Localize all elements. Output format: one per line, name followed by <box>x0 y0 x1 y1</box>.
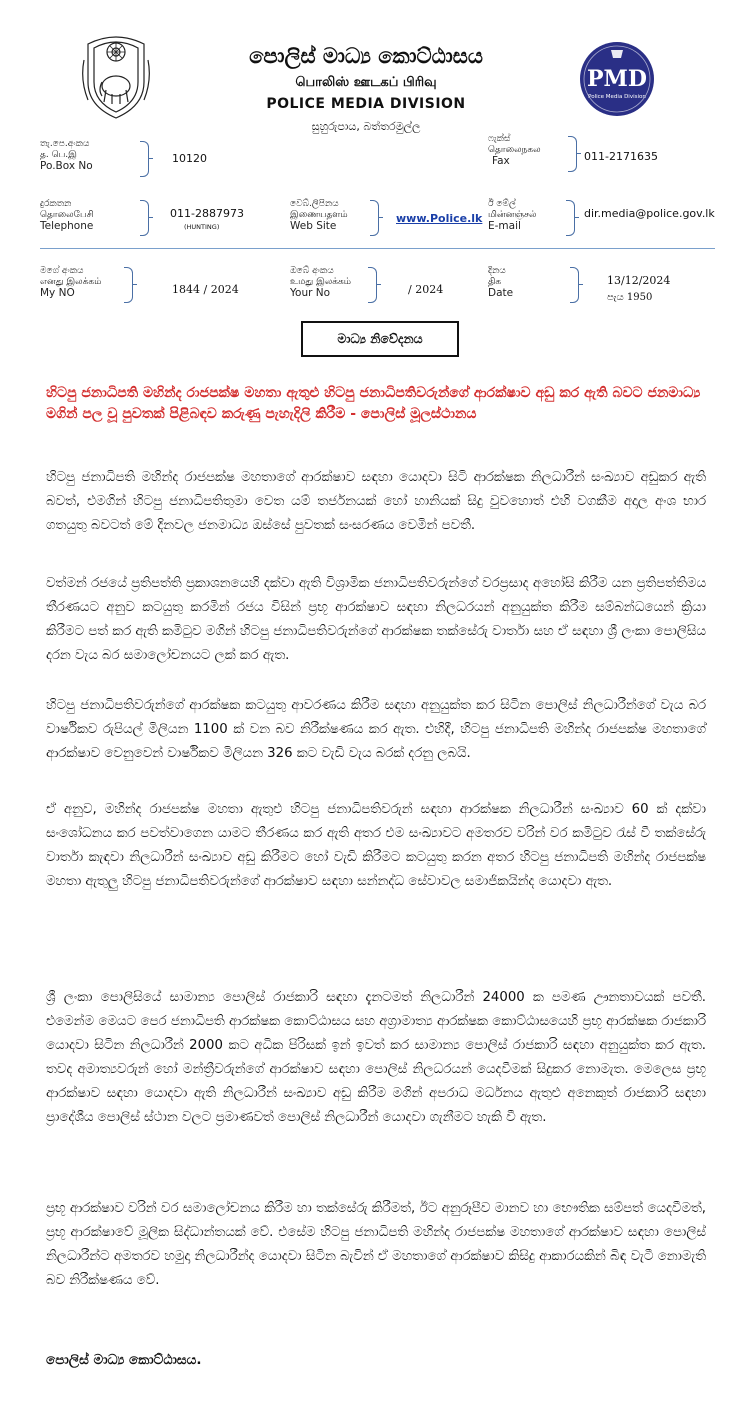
pobox-label: තැ.පෙ.අංකය த. பெ.இ Po.Box No <box>40 139 93 172</box>
paragraph: ප්‍රභූ ආරක්ෂාව වරින් වර සමාලෝචනය කිරීම හා තක්සේරු කිරීමත්, ඊට අනුරූපීව මානව හා භෞතික සම්පත් යෙදවීමත්, ප්‍රභූ ආරක්ෂාවේ මූලික සිද්ධාන්තයක් වේ. එසේම හිටපු ජනාධිපති මහින්ද රාජපක්ෂ මහතාගේ ආරක්ෂාව සඳහා පොලිස් නිලධාරීන්ට අමතරව හමුදා නිලධාරීන්ද යොදවා සිටින බැවින් ඒ මහතාගේ ආරක්ෂාව කිසිදු ආකාරයකින් බිඳ වැටී නොමැති බව නිරීක්ෂණය වේ. <box>46 1201 706 1288</box>
email-value[interactable]: dir.media@police.gov.lk <box>584 207 715 220</box>
my-no-value: 1844 / 2024 <box>172 283 239 296</box>
paragraph: ශ්‍රී ලංකා පොලිසියේ සාමාන්‍ය පොලිස් රාජකාරි සඳහා දැනටමත් නිලධාරීන් 24000 ක පමණ ඌනතාවයක් පවතී. එමෙන්ම මෙයට පෙර ජනාධිපති ආරක්ෂක කොට්ඨාසය සහ අග්‍රාමාත්‍ය ආරක්ෂක කොට්ඨාසයෙහි ප්‍රභූ ආරක්ෂක රාජකාරි යොදවා සිටින නිලධාරීන් 2000 කට අධික පිරිසක් ඉන් ඉවත් කර සාමාන්‍ය පොලිස් රාජකාරි සඳහා අනුයුක්ත කර ඇත. තවද අමාත්‍යවරුන් හෝ මන්ත්‍රීවරුන්ගේ ආරක්ෂාව සඳහා පොලිස් නිලධරයන් යෙදවීමක් සිදුකර නොමැත. මෙලෙස ප්‍රභූ ආරක්ෂාව සඳහා යොදවා ඇති නිලධාරීන් සංඛ්‍යාව අඩු කිරීම මගින් අපරාධ මර්ධනය ඇතුළු අනෙකුත් රාජකාරි සඳහා ප්‍රාදේශීය පොලිස් ස්ථාන වලට ප්‍රමාණවත් පොලිස් නිලධාරීන් යොදවා ගැනීමට හැකි වී ඇත. <box>46 990 706 1125</box>
paragraph: හිටපු ජනාධිපතිවරුන්ගේ ආරක්ෂක කටයුතු ආවරණය කිරීම සඳහා අනුයුක්ත කර සිටින පොලිස් නිලධාරීන්ගේ වැය බර වාර්ෂිකව රුපියල් මිලියන 1100 ක් වන බව නිරීක්ෂණය කර ඇත. එහිදී, හිටපු ජනාධිපති මහින්ද රාජපක්ෂ මහතාගේ ආරක්ෂාව වෙනුවෙන් වාර්ෂිකව මිලියන 326 කට වැඩි වැය බරක් දරනු ලබයි. <box>46 698 706 761</box>
headline: හිටපු ජනාධිපති මහින්ද රාජපක්ෂ මහතා ඇතුළු හිටපු ජනාධිපතිවරුන්ගේ ආරක්ෂාව අඩු කර ඇති බවට ජනමාධ්‍ය මගින් පල වූ පුවතක් පිළිබඳව කරුණු පැහැදිලි කිරීම - පොලිස් මූලස්ථානය <box>46 385 701 422</box>
paragraph: වත්මන් රජයේ ප්‍රතිපත්ති ප්‍රකාශනයෙහි දක්වා ඇති විශ්‍රාමික ජනාධිපතිවරුන්ගේ වරප්‍රසාද අහෝසි කිරීම යන ප්‍රතිපත්තිමය තීරණයට අනුව කටයුතු කරමින් රජය විසින් ප්‍රභූ ආරක්ෂාව සඳහා නිලධරයන් අනුයුක්ත කිරීම සම්බන්ධයෙන් ක්‍රියා කිරීමට පත් කර ඇති කමිටුව මගින් හිටපු ජනාධිපතිවරුන්ගේ ආරක්ෂක තක්සේරු වාර්තා සහ ඒ සඳහා ශ්‍රී ලංකා පොලිසිය දරන වැය බර සමාලෝචනයට ලක් කර ඇත. <box>46 576 706 663</box>
telephone-value: 011-2887973 <box>170 207 244 220</box>
header-address: සුහුරුපාය, බත්තරමුල්ල <box>311 120 421 133</box>
website-label: වෙබ්.ලිපිනය இணையதளம் Web Site <box>290 199 348 232</box>
date-bracket <box>570 267 579 303</box>
telephone-label: දුරකතන தொலைபேசி Telephone <box>40 199 94 232</box>
my-no-bracket <box>124 267 133 303</box>
pobox-bracket <box>140 141 149 177</box>
my-no-label: මගේ අංකය எனது இலக்கம் My NO <box>40 266 102 299</box>
signature-division: පොලිස් මාධ්‍ය කොට්ඨාසය. <box>46 1352 202 1368</box>
header-title-english: POLICE MEDIA DIVISION <box>266 96 466 112</box>
your-no-value: / 2024 <box>408 283 444 296</box>
date-time: පැය 1950 <box>607 292 653 303</box>
date-label: දිනය திக Date <box>488 266 514 299</box>
paragraph: ඒ අනුව, මහින්ද රාජපක්ෂ මහතා ඇතුළු හිටපු ජනාධිපතිවරුන් සඳහා ආරක්ෂක නිලධාරීන් සංඛ්‍යාව 60 ක් දක්වා සංශෝධනය කර පවත්වාගෙන යාමට තීරණය කර ඇති අතර එම සංඛ්‍යාවට අමතරව වරින් වර කමිටුව රැස් වී තක්සේරු වාර්තා කැඳවා නිලධාරීන් සංඛ්‍යාව අඩු කිරීමට හෝ වැඩි කිරීමට කටයුතු කරන අතර හිටපු ජනාධිපති මහින්ද රාජපක්ෂ මහතා ඇතුලු හිටපු ජනාධිපතිවරුන්ගේ ආරක්ෂාව සඳහා සන්නද්ධ සේවාවල සමාජිකයින්ද යොදවා ඇත. <box>46 802 706 889</box>
date-value: 13/12/2024 <box>607 274 671 287</box>
your-no-label: ඔබේ අංකය உமது இலக்கம் Your No <box>290 266 352 299</box>
website-bracket <box>370 200 379 236</box>
fax-label: ෆැක්ස් தொலைநகல Fax <box>488 134 541 167</box>
your-no-bracket <box>368 267 377 303</box>
email-bracket <box>566 200 575 236</box>
email-label: ඊ මේල් மின்னஞ்சல் E-mail <box>488 199 537 232</box>
telephone-bracket <box>140 200 149 236</box>
fax-value: 011-2171635 <box>584 150 658 163</box>
pobox-value: 10120 <box>172 152 207 165</box>
pmd-logo <box>578 40 656 118</box>
header-title-sinhala: පොලිස් මාධ්‍ය කොට්ඨාසය <box>249 44 483 68</box>
pmd-logo-text: PMD <box>587 66 647 92</box>
header-divider <box>40 248 715 249</box>
website-link[interactable]: www.Police.lk <box>396 212 483 225</box>
fax-bracket <box>568 136 577 172</box>
paragraph: හිටපු ජනාධිපති මහින්ද රාජපක්ෂ මහතාගේ ආරක්ෂාව සඳහා යොදවා සිටි ආරක්ෂක නිලධාරීන් සංඛ්‍යාව අඩුකර ඇති බවත්, එමගින් හිටපු ජනාධිපතිතුමා වෙත යම් තර්ජනයක් හෝ හානියක් සිදු වුවහොත් එහි වගකීම අදාල අංශ භාර ගතයුතු බවටත් මේ දිනවල ජනමාධ්‍ය ඔස්සේ පුවතක් සංසරණය වෙමින් පවතී. <box>46 470 706 533</box>
pmd-logo-subtext: Police Media Division <box>588 94 646 100</box>
telephone-note: (HUNTING) <box>184 223 220 231</box>
header-title-tamil: பொலிஸ் ஊடகப் பிரிவு <box>295 75 437 90</box>
media-release-label: මාධ්‍ය නිවේදනය <box>301 321 459 357</box>
